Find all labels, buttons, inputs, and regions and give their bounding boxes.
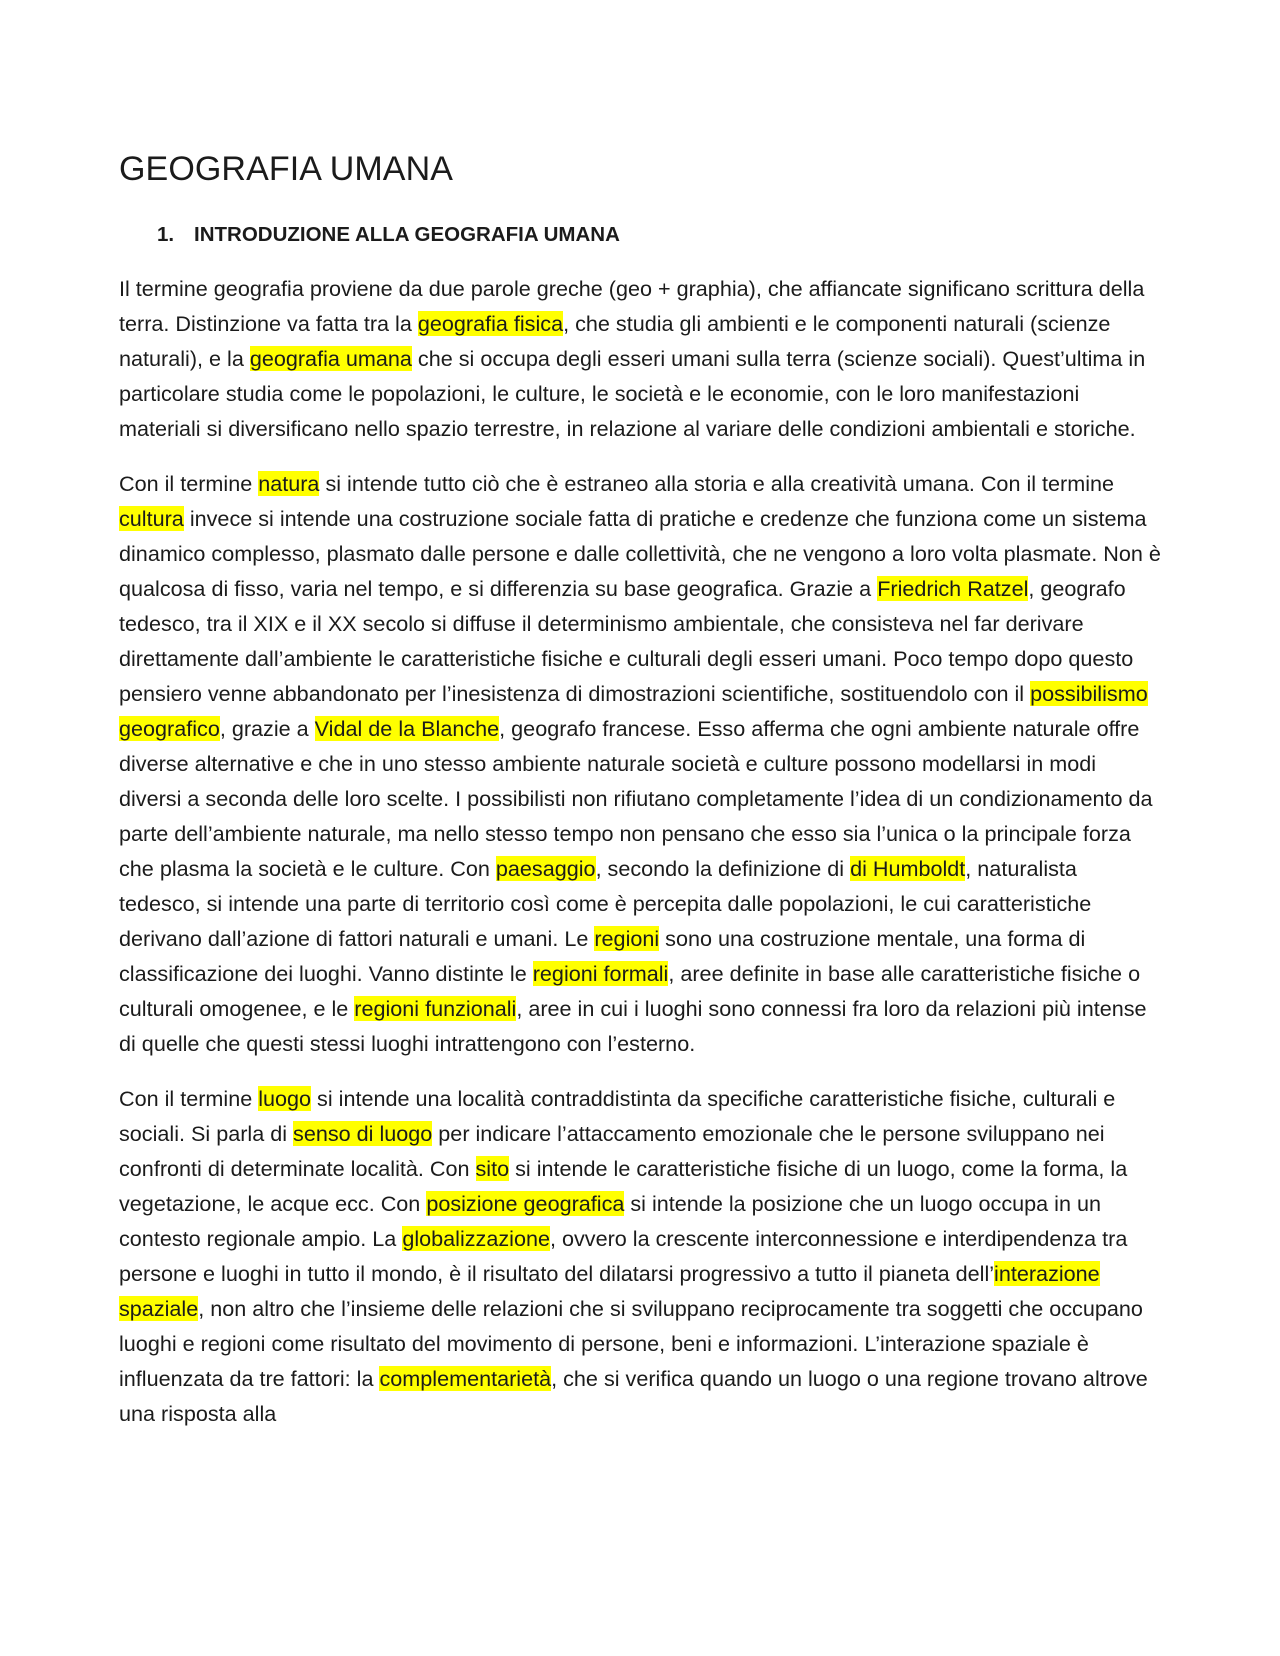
highlighted-term: globalizzazione — [402, 1226, 550, 1251]
paragraph-text: , che studia gli ambienti e le componenti naturali (scienze naturali), e la — [119, 311, 1111, 371]
paragraph-text: , naturalista tedesco, si intende una parte di territorio così come è percepita dalle popolazioni, le cui caratteristiche derivano dall’azione di fattori naturali e umani. Le — [119, 856, 1092, 951]
highlighted-term: senso di luogo — [293, 1121, 433, 1146]
highlighted-term: regioni funzionali — [354, 996, 517, 1021]
paragraph-luogo — [119, 1081, 1164, 1431]
paragraph-text: , geografo tedesco, tra il XIX e il XX secolo si diffuse il determinismo ambientale, che consisteva nel far derivare direttamente dall’ambiente le caratteristiche fisiche e culturali degli esseri umani. Poco tempo dopo questo pensiero venne abbandonato per l’inesistenza di dimostrazioni scientifiche, sostituendolo con il — [119, 576, 1134, 706]
highlighted-term: paesaggio — [495, 856, 596, 881]
highlighted-term: luogo — [258, 1086, 312, 1111]
highlighted-term: complementarietà — [379, 1366, 552, 1391]
document-page — [119, 150, 1164, 1451]
paragraph-text: invece si intende una costruzione sociale fatta di pratiche e credenze che funziona come un sistema dinamico complesso, plasmato dalle persone e dalle collettività, che ne vengono a loro volta plasmate. Non è qualcosa di fisso, varia nel tempo, e si differenzia su base geografica. Grazie a — [119, 506, 1161, 601]
highlighted-term: geografia umana — [249, 346, 412, 371]
paragraph-text: si intende le caratteristiche fisiche di un luogo, come la forma, la vegetazione, le acque ecc. Con — [119, 1156, 1128, 1216]
paragraph-natura-cultura — [119, 466, 1164, 1061]
highlighted-term: di Humboldt — [850, 856, 966, 881]
highlighted-term: regioni formali — [532, 961, 669, 986]
highlighted-term: interazione spaziale — [119, 1261, 1100, 1321]
document-title: GEOGRAFIA UMANA — [119, 150, 453, 188]
paragraph-text: , secondo la definizione di — [595, 856, 851, 881]
paragraph-text: , grazie a — [219, 716, 315, 741]
paragraph-text: che si occupa degli esseri umani sulla terra (scienze sociali). Quest’ultima in particolare studia come le popolazioni, le culture, le società e le economie, con le loro manifestazioni materiali si diversificano nello spazio terrestre, in relazione al variare delle condizioni ambientali e storiche. — [119, 346, 1146, 441]
paragraph-intro — [119, 271, 1164, 446]
paragraph-text: , geografo francese. Esso afferma che ogni ambiente naturale offre diverse alternative e che in uno stesso ambiente naturale società e culture possono modellarsi in modi diversi a seconda delle loro scelte. I possibilisti non rifiutano completamente l’idea di un condizionamento da parte dell’ambiente naturale, ma nello stesso tempo non pensano che esso sia l’unica o la principale forza che plasma la società e le culture. Con — [119, 716, 1153, 881]
paragraph-text: , che si verifica quando un luogo o una regione trovano altrove una risposta alla — [119, 1366, 1148, 1426]
highlighted-term: Vidal de la Blanche — [314, 716, 500, 741]
section-number: 1. — [157, 223, 175, 246]
paragraph-text: , aree in cui i luoghi sono connessi fra loro da relazioni più intense di quelle che questi stessi luoghi intrattengono con l’esterno. — [119, 996, 1147, 1056]
paragraph-text: Il termine geografia proviene da due parole greche (geo + graphia), che affiancate significano scrittura della terra. Distinzione va fatta tra la — [119, 276, 1145, 336]
paragraph-text: si intende una località contraddistinta da specifiche caratteristiche fisiche, culturali e sociali. Si parla di — [119, 1086, 1116, 1146]
highlighted-term: regioni — [594, 926, 660, 951]
highlighted-term: sito — [475, 1156, 510, 1181]
highlighted-term: possibilismo geografico — [119, 681, 1148, 741]
paragraph-text: per indicare l’attaccamento emozionale che le persone sviluppano nei confronti di determinate località. Con — [119, 1121, 1105, 1181]
highlighted-term: Friedrich Ratzel — [877, 576, 1029, 601]
paragraph-text: si intende tutto ciò che è estraneo alla storia e alla creatività umana. Con il termine — [319, 471, 1115, 496]
paragraph-text: , ovvero la crescente interconnessione e interdipendenza tra persone e luoghi in tutto il mondo, è il risultato del dilatarsi progressivo a tutto il pianeta dell’ — [119, 1226, 1128, 1286]
highlighted-term: geografia fisica — [417, 311, 564, 336]
paragraph-text: sono una costruzione mentale, una forma di classificazione dei luoghi. Vanno distinte le — [119, 926, 1086, 986]
section-heading-text: INTRODUZIONE ALLA GEOGRAFIA UMANA — [194, 223, 620, 246]
paragraph-text: Con il termine — [119, 1086, 259, 1111]
paragraph-text: Con il termine — [119, 471, 259, 496]
highlighted-term: posizione geografica — [426, 1191, 625, 1216]
highlighted-term: natura — [258, 471, 320, 496]
highlighted-term: cultura — [119, 506, 184, 531]
paragraph-text: , aree definite in base alle caratteristiche fisiche o culturali omogenee, e le — [119, 961, 1141, 1021]
paragraph-text: , non altro che l’insieme delle relazioni che si sviluppano reciprocamente tra soggetti che occupano luoghi e regioni come risultato del movimento di persone, beni e informazioni. L’interazione spaziale è influenzata da tre fattori: la — [119, 1296, 1143, 1391]
section-heading — [157, 223, 1164, 247]
paragraph-text: si intende la posizione che un luogo occupa in un contesto regionale ampio. La — [119, 1191, 1101, 1251]
